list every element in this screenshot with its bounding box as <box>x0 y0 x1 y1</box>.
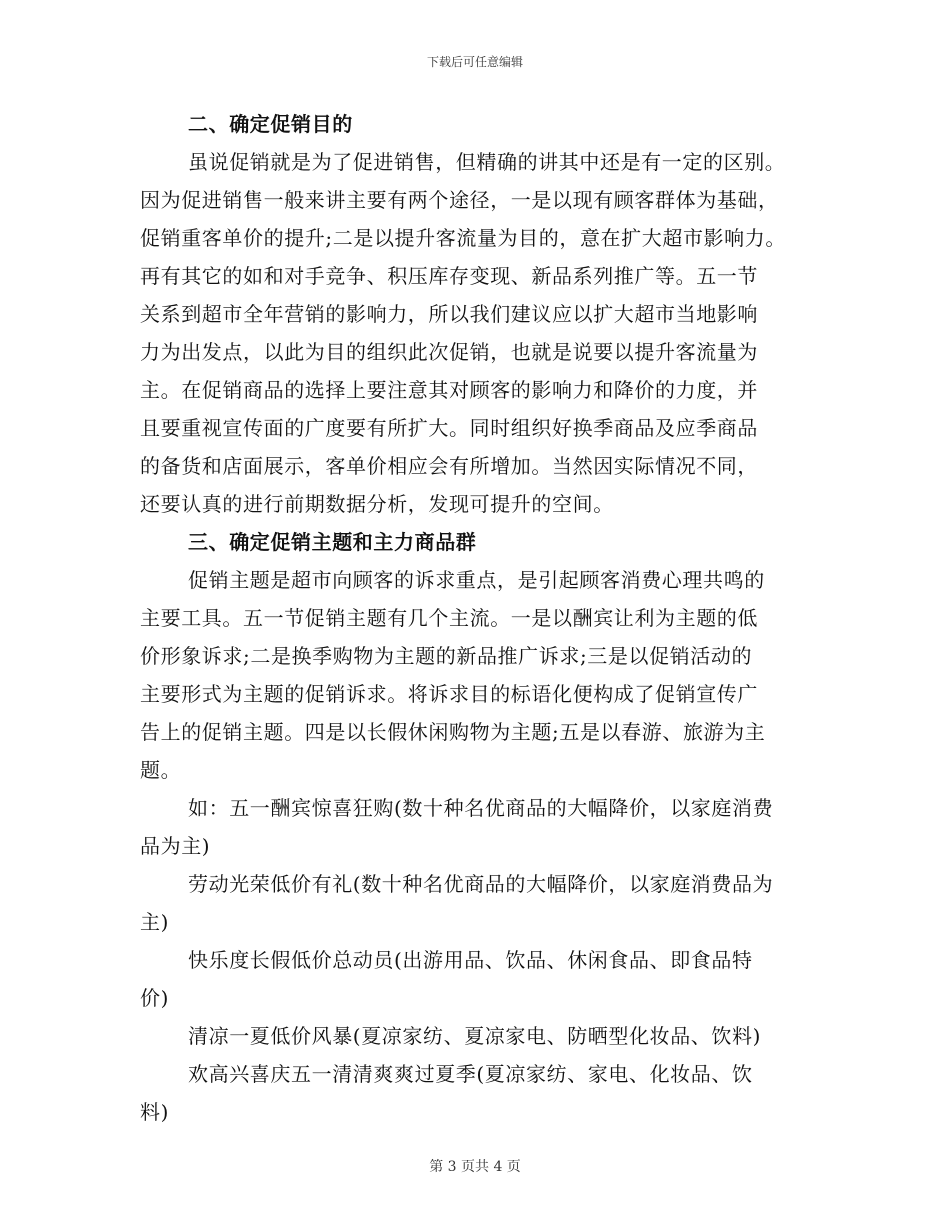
body-line: 告上的促销主题。四是以长假休闲购物为主题;五是以春游、旅游为主 <box>140 720 766 744</box>
page-header-note: 下载后可任意编辑 <box>426 55 523 69</box>
example-line: 快乐度长假低价总动员(出游用品、饮品、休闲食品、即食品特 <box>188 948 753 972</box>
example-line: 料) <box>140 1100 170 1124</box>
body-line: 促销重客单价的提升;二是以提升客流量为目的，意在扩大超市影响力。 <box>140 226 786 250</box>
example-line: 欢高兴喜庆五一清清爽爽过夏季(夏凉家纺、家电、化妆品、饮 <box>188 1062 753 1086</box>
body-line: 主要形式为主题的促销诉求。将诉求目的标语化便构成了促销宣传广 <box>140 682 758 706</box>
example-line: 价) <box>140 986 170 1010</box>
page-number: 第 3 页共 4 页 <box>429 1159 521 1175</box>
body-line: 关系到超市全年营销的影响力，所以我们建议应以扩大超市当地影响 <box>140 302 758 326</box>
body-line: 虽说促销就是为了促进销售，但精确的讲其中还是有一定的区别。 <box>188 150 786 174</box>
body-line: 因为促进销售一般来讲主要有两个途径，一是以现有顾客群体为基础， <box>140 188 779 212</box>
body-line: 价形象诉求;二是换季购物为主题的新品推广诉求;三是以促销活动的 <box>140 644 753 668</box>
example-line: 品为主) <box>140 834 211 858</box>
body-line: 再有其它的如和对手竞争、积压库存变现、新品系列推广等。五一节 <box>140 264 758 288</box>
example-line: 清凉一夏低价风暴(夏凉家纺、夏凉家电、防晒型化妆品、饮料) <box>188 1024 762 1048</box>
body-line: 主要工具。五一节促销主题有几个主流。一是以酬宾让利为主题的低 <box>140 606 758 630</box>
section-heading-promotion-theme: 三、确定促销主题和主力商品群 <box>188 530 477 554</box>
example-line: 主) <box>140 910 170 934</box>
body-line: 的备货和店面展示，客单价相应会有所增加。当然因实际情况不同， <box>140 454 758 478</box>
body-line: 促销主题是超市向顾客的诉求重点，是引起顾客消费心理共鸣的 <box>188 568 765 592</box>
body-line: 还要认真的进行前期数据分析，发现可提升的空间。 <box>140 492 614 516</box>
section-heading-promotion-purpose: 二、确定促销目的 <box>188 112 353 136</box>
body-line: 且要重视宣传面的广度要有所扩大。同时组织好换季商品及应季商品 <box>140 416 758 440</box>
example-line: 如：五一酬宾惊喜狂购(数十种名优商品的大幅降价，以家庭消费 <box>188 796 774 820</box>
example-line: 劳动光荣低价有礼(数十种名优商品的大幅降价，以家庭消费品为 <box>188 872 774 896</box>
body-line: 题。 <box>140 758 182 782</box>
body-line: 力为出发点，以此为目的组织此次促销，也就是说要以提升客流量为 <box>140 340 758 364</box>
body-line: 主。在促销商品的选择上要注意其对顾客的影响力和降价的力度，并 <box>140 378 758 402</box>
